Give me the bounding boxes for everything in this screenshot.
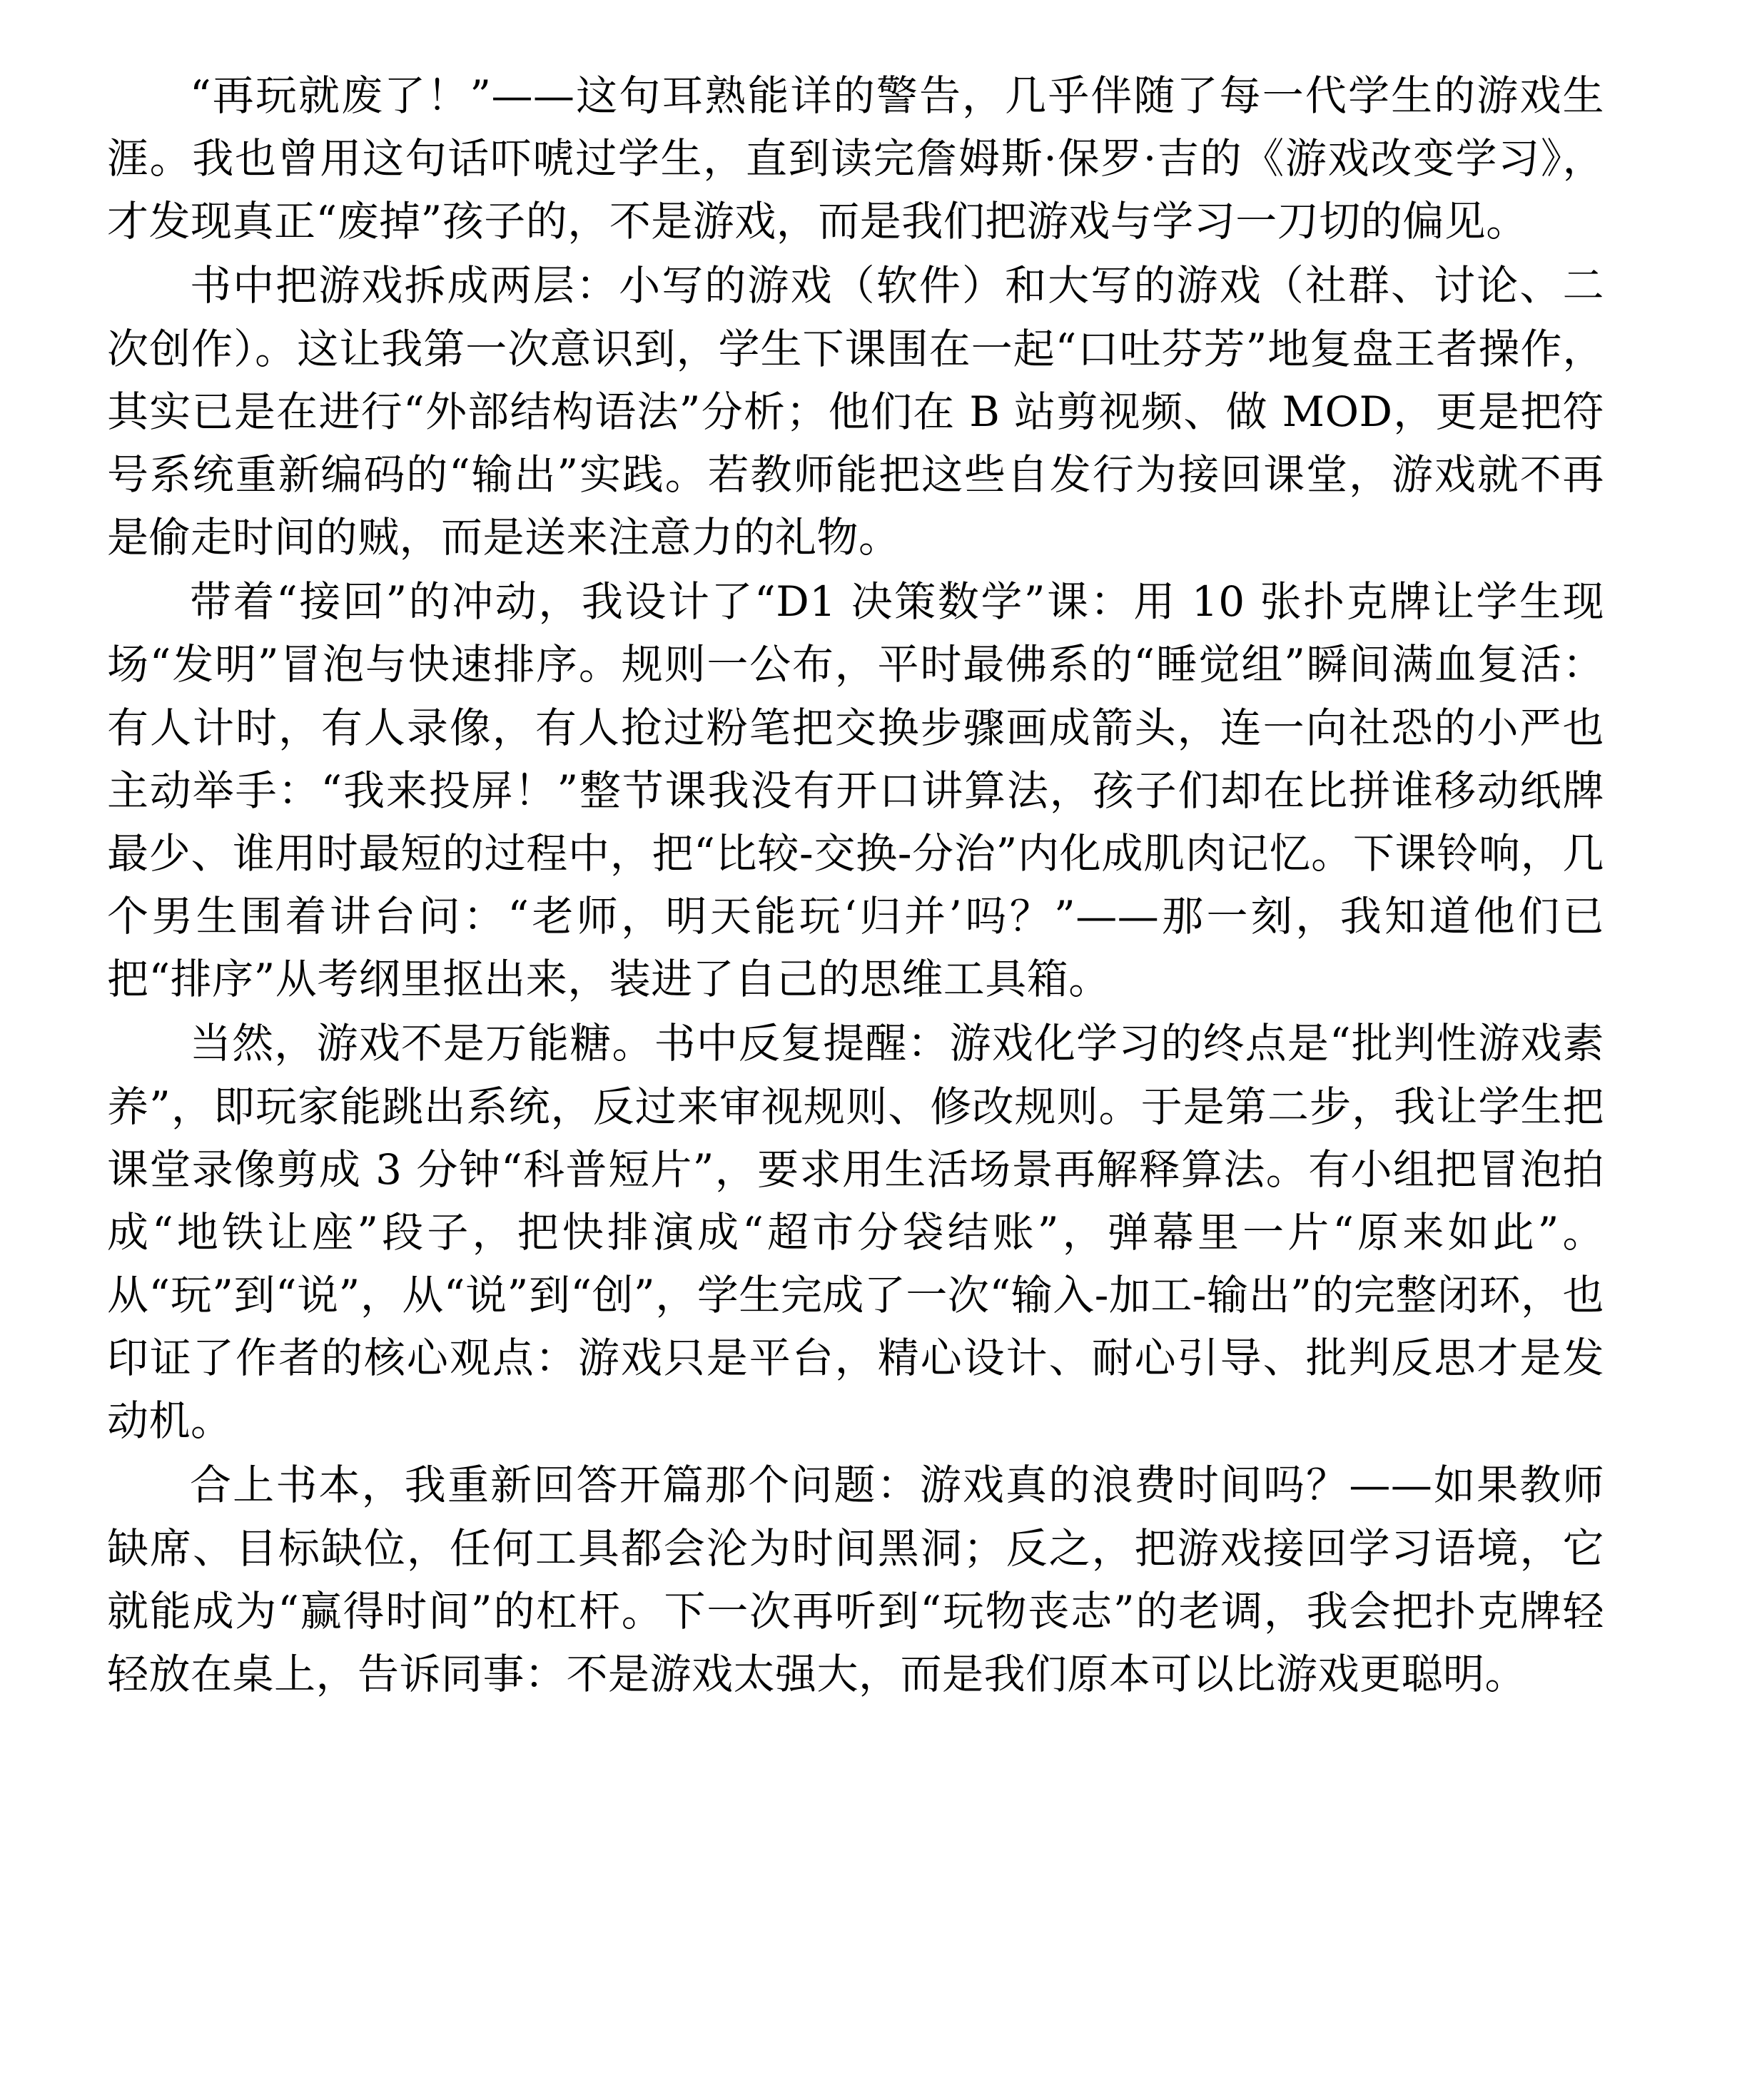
document-body xyxy=(107,64,1604,1705)
paragraph-1: “再玩就废了！”——这句耳熟能详的警告，几乎伴随了每一代学生的游戏生涯。我也曾用这句话吓唬过学生，直到读完詹姆斯·保罗·吉的《游戏改变学习》，才发现真正“废掉”孩子的，不是游戏，而是我们把游戏与学习一刀切的偏见。 xyxy=(107,71,1604,246)
paragraph-5: 合上书本，我重新回答开篇那个问题：游戏真的浪费时间吗？——如果教师缺席、目标缺位，任何工具都会沦为时间黑洞；反之，把游戏接回学习语境，它就能成为“赢得时间”的杠杆。下一次再听到“玩物丧志”的老调，我会把扑克牌轻轻放在桌上，告诉同事：不是游戏太强大，而是我们原本可以比游戏更聪明。 xyxy=(107,1461,1604,1698)
paragraph-2: 书中把游戏拆成两层：小写的游戏（软件）和大写的游戏（社群、讨论、二次创作）。这让我第一次意识到，学生下课围在一起“口吐芬芳”地复盘王者操作，其实已是在进行“外部结构语法”分析；他们在 B 站剪视频、做 MOD，更是把符号系统重新编码的“输出”实践。若教师能把这些自发行为接回课堂，游戏就不再是偷走时间的贼，而是送来注意力的礼物。 xyxy=(107,261,1604,562)
paragraph-3: 带着“接回”的冲动，我设计了“D1 决策数学”课：用 10 张扑克牌让学生现场“发明”冒泡与快速排序。规则一公布，平时最佛系的“睡觉组”瞬间满血复活：有人计时，有人录像，有人抢过粉笔把交换步骤画成箭头，连一向社恐的小严也主动举手：“我来投屏！”整节课我没有开口讲算法，孩子们却在比拼谁移动纸牌最少、谁用时最短的过程中，把“比较-交换-分治”内化成肌肉记忆。下课铃响，几个男生围着讲台问：“老师，明天能玩‘归并’吗？”——那一刻，我知道他们已把“排序”从考纲里抠出来，装进了自己的思维工具箱。 xyxy=(107,577,1604,1004)
paragraph-4: 当然，游戏不是万能糖。书中反复提醒：游戏化学习的终点是“批判性游戏素养”，即玩家能跳出系统，反过来审视规则、修改规则。于是第二步，我让学生把课堂录像剪成 3 分钟“科普短片”，要求用生活场景再解释算法。有小组把冒泡拍成“地铁让座”段子，把快排演成“超市分袋结账”，弹幕里一片“原来如此”。从“玩”到“说”，从“说”到“创”，学生完成了一次“输入-加工-输出”的完整闭环，也印证了作者的核心观点：游戏只是平台，精心设计、耐心引导、批判反思才是发动机。 xyxy=(107,1019,1604,1446)
